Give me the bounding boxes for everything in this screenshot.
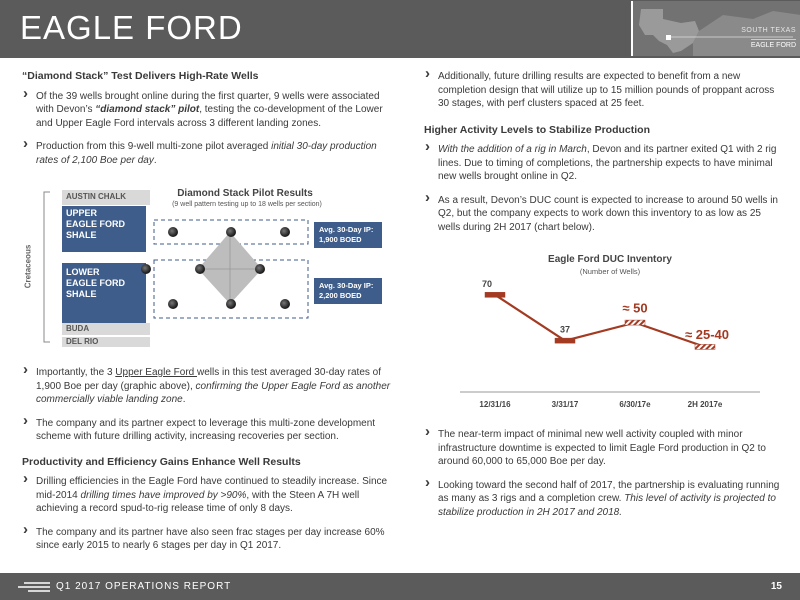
callout-lower-ip: Avg. 30-Day IP: 2,200 BOED bbox=[314, 278, 382, 304]
x-tick-label: 6/30/17e bbox=[619, 400, 651, 409]
stratum-del-rio: DEL RIO bbox=[62, 337, 150, 347]
well-dot bbox=[255, 264, 265, 274]
x-tick-label: 2H 2017e bbox=[687, 400, 723, 409]
bullet-item: › Drilling efficiencies in the Eagle Ford have continued to steadily increase. Since mid-2014 drilling times have improved by >90%, with the Steen A 7H well achieving a record spud-to-rig release time of only 8 days. bbox=[22, 475, 392, 516]
page-footer bbox=[0, 573, 800, 600]
region-map bbox=[631, 1, 800, 56]
well-dot bbox=[226, 299, 236, 309]
chart-title: Eagle Ford DUC Inventory bbox=[548, 254, 672, 265]
right-column-top bbox=[424, 70, 780, 234]
bullet-item: › Of the 39 wells brought online during the first quarter, 9 wells were associated with Devon’s “diamond stack” pilot, testing the co-development of the Lower and Upper Eagle Ford intervals across 3 different landing zones. bbox=[22, 90, 392, 131]
page-number: 15 bbox=[770, 581, 782, 592]
chart-plot bbox=[440, 252, 780, 417]
well-dot bbox=[280, 299, 290, 309]
data-point-marker bbox=[695, 344, 715, 349]
stratum-austin-chalk: AUSTIN CHALK bbox=[62, 190, 150, 205]
data-point-marker bbox=[485, 292, 505, 297]
section-heading-productivity: Productivity and Efficiency Gains Enhance Well Results bbox=[22, 455, 301, 468]
chart-subtitle: (Number of Wells) bbox=[579, 267, 641, 276]
well-dot bbox=[168, 299, 178, 309]
well-dot bbox=[226, 227, 236, 237]
bullet-item: › Importantly, the 3 Upper Eagle Ford wells in this test averaged 30-day rates of 1,900 Boe per day (graphic above), confirming the Upper Eagle Ford as another commercially viable landing zone. bbox=[22, 366, 392, 407]
callout-upper-ip: Avg. 30-Day IP: 1,900 BOED bbox=[314, 222, 382, 248]
data-point-marker bbox=[625, 320, 645, 325]
data-point-marker bbox=[555, 338, 575, 343]
well-dot bbox=[195, 264, 205, 274]
x-tick-label: 3/31/17 bbox=[551, 400, 579, 409]
bullet-item: › As a result, Devon’s DUC count is expected to increase to around 50 wells in Q2, but the company expects to work down this inventory to as low as 25 wells during 2H 2017 (chart below). bbox=[424, 194, 780, 235]
well-dot bbox=[141, 264, 151, 274]
diamond-stack-diagram bbox=[20, 186, 390, 348]
diagram-subtitle: (9 well pattern testing up to 18 wells per section) bbox=[172, 201, 322, 208]
map-label: EAGLE FORD bbox=[751, 39, 796, 49]
footer-report-title: Q1 2017 OPERATIONS REPORT bbox=[56, 581, 232, 592]
well-dot bbox=[168, 227, 178, 237]
page-header bbox=[0, 0, 800, 58]
bullet-item: › Production from this 9-well multi-zone pilot averaged initial 30-day production rates of 2,100 Boe per day. bbox=[22, 140, 392, 167]
page-title: EAGLE FORD bbox=[20, 9, 243, 46]
map-small-label: SOUTH TEXAS bbox=[741, 27, 796, 34]
right-column-bottom bbox=[424, 428, 780, 519]
footer-lines-icon bbox=[18, 582, 50, 592]
bullet-item: › With the addition of a rig in March, Devon and its partner exited Q1 with 2 rig lines. Due to timing of completions, the partnership expects to have minimal new wells brought online in Q2. bbox=[424, 143, 780, 184]
diagram-title: Diamond Stack Pilot Results bbox=[177, 188, 313, 199]
left-column-bottom bbox=[22, 366, 392, 553]
series-line bbox=[495, 295, 705, 347]
bullet-item: › The company and its partner expect to leverage this multi-zone development scheme with future drilling activity, increasing recoveries per section. bbox=[22, 417, 392, 444]
section-heading-activity: Higher Activity Levels to Stabilize Production bbox=[424, 123, 650, 136]
stratum-buda: BUDA bbox=[62, 323, 150, 335]
cretaceous-bracket bbox=[20, 186, 52, 348]
bullet-item: › The company and its partner have also seen frac stages per day increase 60% since early 2015 to nearly 6 stages per day in Q1 2017. bbox=[22, 526, 392, 553]
x-tick-label: 12/31/16 bbox=[479, 400, 511, 409]
data-label: ≈ 25-40 bbox=[685, 326, 729, 342]
bullet-item: › Additionally, future drilling results are expected to benefit from a new completion design that will utilize up to 15 million pounds of proppant across 30 stages, with perf clusters spaced at 25 feet. bbox=[424, 70, 780, 111]
data-label: 70 bbox=[481, 278, 493, 289]
data-label: ≈ 50 bbox=[622, 300, 648, 316]
left-column-top bbox=[22, 70, 392, 167]
well-dot bbox=[280, 227, 290, 237]
data-label: 37 bbox=[559, 324, 571, 335]
stratum-upper-eagle-ford: UPPER EAGLE FORD SHALE bbox=[62, 206, 146, 252]
duc-inventory-chart bbox=[440, 252, 780, 417]
bullet-item: › Looking toward the second half of 2017, the partnership is evaluating running as many as 3 rigs and a completion crew. This level of activity is projected to stabilize production in 2H 2017 and 2018. bbox=[424, 479, 780, 520]
section-heading-diamond-stack: “Diamond Stack” Test Delivers High-Rate Wells bbox=[22, 70, 259, 82]
cretaceous-label: Cretaceous bbox=[23, 244, 33, 289]
stratum-lower-eagle-ford: LOWER EAGLE FORD SHALE bbox=[62, 263, 146, 324]
bullet-item: › The near-term impact of minimal new well activity coupled with minor infrastructure downtime is expected to limit Eagle Ford production in Q2 to around 60,000 to 65,000 Boe per day. bbox=[424, 428, 780, 469]
